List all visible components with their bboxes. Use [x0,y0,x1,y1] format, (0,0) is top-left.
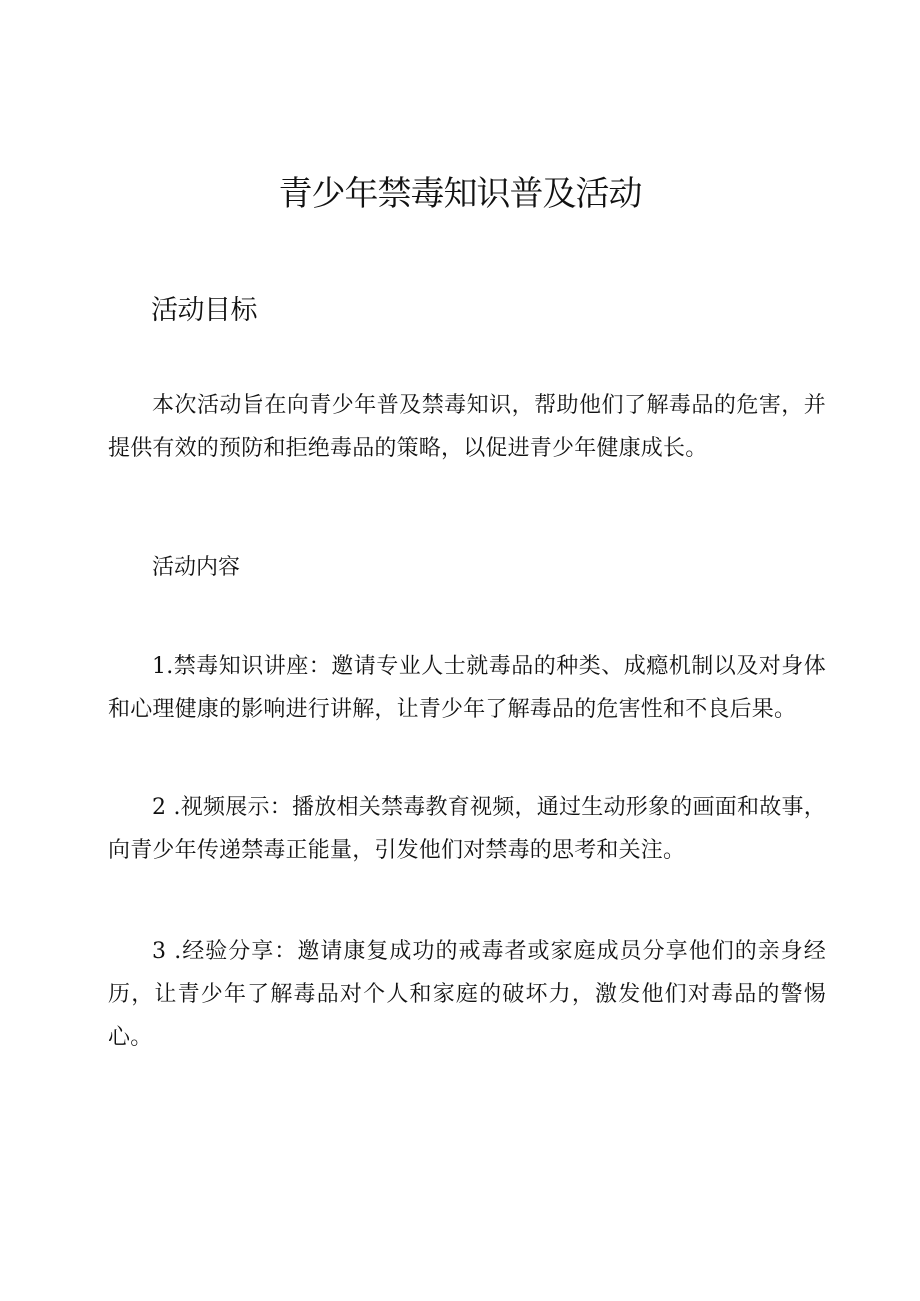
page-title: 青少年禁毒知识普及活动 [278,174,642,214]
content-item-1: 1.禁毒知识讲座：邀请专业人士就毒品的种类、成瘾机制以及对身体和心理健康的影响进行讲解，让青少年了解毒品的危害性和不良后果。 [108,654,826,722]
section-heading-goal: 活动目标 [151,295,257,326]
section-heading-content: 活动内容 [152,555,241,580]
content-item-3: 3 .经验分享：邀请康复成功的戒毒者或家庭成员分享他们的亲身经历，让青少年了解毒品对个人和家庭的破坏力，激发他们对毒品的警惕心。 [108,939,826,1050]
content-item-2: 2 .视频展示：播放相关禁毒教育视频，通过生动形象的画面和故事，向青少年传递禁毒正能量，引发他们对禁毒的思考和关注。 [108,795,826,863]
goal-paragraph: 本次活动旨在向青少年普及禁毒知识，帮助他们了解毒品的危害，并提供有效的预防和拒绝毒品的策略，以促进青少年健康成长。 [108,393,826,461]
